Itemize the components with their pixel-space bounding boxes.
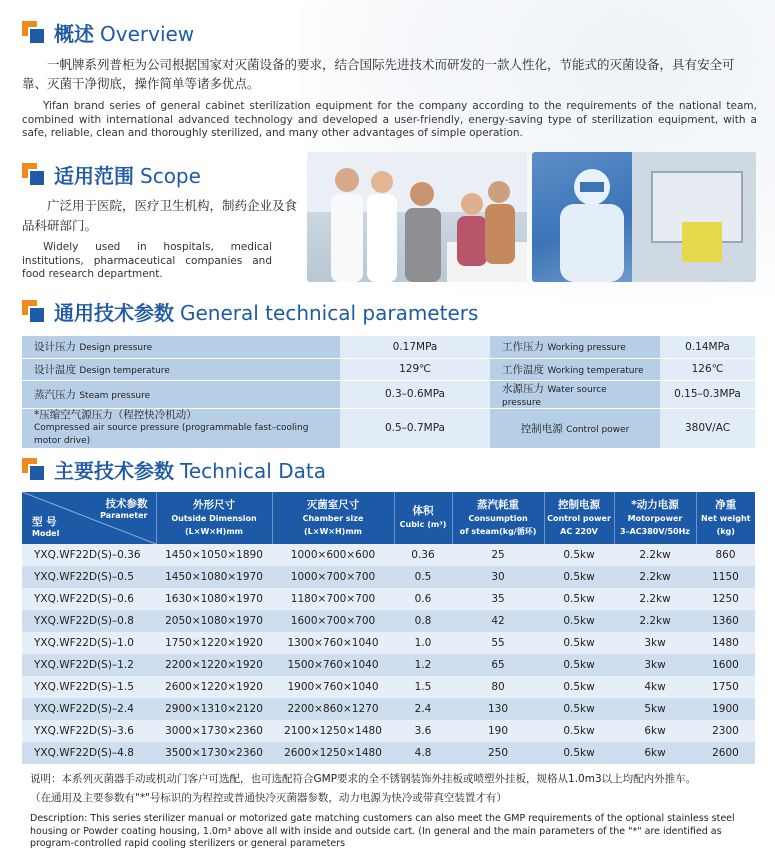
- cell-dim: 2200×1220×1920: [156, 654, 272, 676]
- section-square-icon: [22, 458, 46, 482]
- cell-chamber: 1000×600×600: [272, 544, 394, 566]
- param-value: 0.3–0.6MPa: [340, 380, 490, 408]
- cell-chamber: 1600×700×700: [272, 610, 394, 632]
- motor-power-header: *动力电源 Motorpower 3–AC380V/50Hz: [614, 492, 696, 544]
- volume-header: 体积 Cubic (m³): [394, 492, 452, 544]
- model-parameter-header: [22, 492, 156, 544]
- cell-model: YXQ.WF22D(S)–0.36: [22, 544, 156, 566]
- cell-model: YXQ.WF22D(S)–4.8: [22, 742, 156, 764]
- cell-steam: 42: [452, 610, 544, 632]
- cell-chamber: 2600×1250×1480: [272, 742, 394, 764]
- table-row: [22, 566, 755, 588]
- general-title-cn: 通用技术参数: [54, 301, 174, 325]
- table-row: [22, 380, 755, 408]
- cell-vol: 3.6: [394, 720, 452, 742]
- cell-model: YXQ.WF22D(S)–0.6: [22, 588, 156, 610]
- section-square-icon: [22, 300, 46, 324]
- cell-model: YXQ.WF22D(S)–2.4: [22, 698, 156, 720]
- param-label-en: Design temperature: [79, 365, 170, 376]
- cell-chamber: 1500×760×1040: [272, 654, 394, 676]
- cell-motor: 3kw: [614, 654, 696, 676]
- cell-vol: 1.5: [394, 676, 452, 698]
- table-row: [22, 408, 755, 448]
- cell-vol: 1.2: [394, 654, 452, 676]
- param-label-en: Control power: [566, 424, 630, 435]
- cell-dim: 2050×1080×1970: [156, 610, 272, 632]
- param-value: 0.14MPa: [660, 336, 755, 358]
- overview-text-cn: 一帆牌系列普柜为公司根据国家对灭菌设备的要求，结合国际先进技术而研发的一款人性化，节能式的灭菌设备，具有安全可靠、灭菌干净彻底，操作简单等诸多优点。: [22, 57, 735, 91]
- cell-ctrl: 0.5kw: [544, 720, 614, 742]
- note-cn-1: 说明：本系列灭菌器手动或机动门客户可选配，也可选配符合GMP要求的全不锈钢装饰外挂板或喷塑外挂板，规格从1.0m3以上均配内外推车。: [30, 773, 697, 785]
- cell-steam: 35: [452, 588, 544, 610]
- cell-motor: 4kw: [614, 676, 696, 698]
- doctors-photo: [307, 152, 527, 282]
- param-header-cn: 技术参数: [105, 498, 148, 510]
- dimension-header: 外形尺寸 Outside Dimension (L×W×H)mm: [156, 492, 272, 544]
- cell-steam: 250: [452, 742, 544, 764]
- table-row: [22, 358, 755, 380]
- cell-vol: 0.36: [394, 544, 452, 566]
- general-title-en: General technical parameters: [180, 301, 479, 325]
- param-label-cn: 设计压力: [34, 341, 76, 354]
- table-row: [22, 544, 755, 566]
- overview-heading: [22, 18, 194, 47]
- cell-steam: 65: [452, 654, 544, 676]
- param-label-cn: 控制电源: [520, 422, 563, 435]
- cell-weight: 1900: [696, 698, 755, 720]
- cell-dim: 2900×1310×2120: [156, 698, 272, 720]
- param-label-en: Compressed air source pressure (programmable fast–cooling motor drive): [34, 422, 309, 446]
- table-row: [22, 720, 755, 742]
- cell-ctrl: 0.5kw: [544, 676, 614, 698]
- scope-title-cn: 适用范围: [54, 164, 134, 188]
- cell-motor: 2.2kw: [614, 544, 696, 566]
- technical-title-cn: 主要技术参数: [54, 459, 174, 483]
- cell-model: YXQ.WF22D(S)–1.2: [22, 654, 156, 676]
- cell-model: YXQ.WF22D(S)–3.6: [22, 720, 156, 742]
- cell-steam: 190: [452, 720, 544, 742]
- overview-title-cn: 概述: [54, 22, 94, 46]
- cell-model: YXQ.WF22D(S)–1.5: [22, 676, 156, 698]
- laboratory-photo: [532, 152, 756, 282]
- param-value: 0.15–0.3MPa: [660, 380, 755, 408]
- note-en: Description: This series sterilizer manual or motorized gate matching customers can also meet the GMP requirements of the optional stainless steel housing or Powder coating housing, 1.0m³ above all with inside and outside cart. (In general and the main parameters of the "*" are identified as program-controlled rapid cooling sterilizers or general parameters: [30, 813, 735, 849]
- cell-ctrl: 0.5kw: [544, 632, 614, 654]
- cell-weight: 1480: [696, 632, 755, 654]
- technical-title-en: Technical Data: [180, 459, 326, 483]
- cell-ctrl: 0.5kw: [544, 654, 614, 676]
- cell-motor: 6kw: [614, 720, 696, 742]
- table-row: [22, 610, 755, 632]
- cell-motor: 5kw: [614, 698, 696, 720]
- cell-dim: 1450×1080×1970: [156, 566, 272, 588]
- cell-vol: 0.8: [394, 610, 452, 632]
- cell-weight: 860: [696, 544, 755, 566]
- technical-table-body: [22, 544, 755, 764]
- param-header-en: Parameter: [100, 511, 148, 520]
- param-value: 129℃: [340, 358, 490, 380]
- cell-weight: 1250: [696, 588, 755, 610]
- cell-weight: 2600: [696, 742, 755, 764]
- overview-text-en: Yifan brand series of general cabinet sterilization equipment for the company according to the requirements of the national team, combined with international advanced technology and developed a user-friendly, energy-saving type of sterilization equipment, with a safe, reliable, clean and thoroughly sterilized, and many other advantages of simple operation.: [22, 100, 757, 139]
- model-header-en: Model: [32, 529, 60, 538]
- scope-text-en: Widely used in hospitals, medical institutions, pharmaceutical companies and food research department.: [22, 241, 272, 280]
- cell-model: YXQ.WF22D(S)–1.0: [22, 632, 156, 654]
- cell-weight: 1600: [696, 654, 755, 676]
- cell-vol: 2.4: [394, 698, 452, 720]
- cell-chamber: 2100×1250×1480: [272, 720, 394, 742]
- cell-chamber: 2200×860×1270: [272, 698, 394, 720]
- weight-header: 净重 Net weight (kg): [696, 492, 755, 544]
- cell-vol: 1.0: [394, 632, 452, 654]
- technical-heading: [22, 455, 326, 484]
- param-label-cn: 蒸汽压力: [34, 388, 76, 401]
- cell-motor: 3kw: [614, 632, 696, 654]
- param-label-en: Working temperature: [547, 365, 644, 376]
- cell-steam: 30: [452, 566, 544, 588]
- cell-weight: 2300: [696, 720, 755, 742]
- general-heading: [22, 297, 478, 326]
- cell-dim: 1630×1080×1970: [156, 588, 272, 610]
- model-header-cn: 型 号: [32, 516, 57, 528]
- table-row: [22, 676, 755, 698]
- param-label-cn: *压缩空气源压力（程控快冷机动）: [34, 408, 197, 421]
- scope-title-en: Scope: [140, 164, 201, 188]
- cell-ctrl: 0.5kw: [544, 566, 614, 588]
- cell-chamber: 1000×700×700: [272, 566, 394, 588]
- param-value: 0.17MPa: [340, 336, 490, 358]
- cell-dim: 1750×1220×1920: [156, 632, 272, 654]
- note-cn-2: （在通用及主要参数有"*"号标识的为程控或普通快冷灭菌器参数，动力电源为快冷或带真空装置才有）: [30, 792, 507, 804]
- table-row: [22, 654, 755, 676]
- cell-ctrl: 0.5kw: [544, 698, 614, 720]
- param-label-en: Working pressure: [547, 343, 626, 354]
- control-power-header: 控制电源 Control power AC 220V: [544, 492, 614, 544]
- table-row: [22, 336, 755, 358]
- cell-dim: 2600×1220×1920: [156, 676, 272, 698]
- param-label-cn: 设计温度: [34, 363, 76, 376]
- cell-vol: 0.6: [394, 588, 452, 610]
- cell-model: YXQ.WF22D(S)–0.8: [22, 610, 156, 632]
- cell-chamber: 1900×760×1040: [272, 676, 394, 698]
- cell-chamber: 1300×760×1040: [272, 632, 394, 654]
- table-header-row: [22, 492, 755, 544]
- cell-steam: 55: [452, 632, 544, 654]
- section-square-icon: [22, 163, 46, 187]
- general-parameters-table: [22, 336, 755, 449]
- cell-chamber: 1180×700×700: [272, 588, 394, 610]
- overview-title-en: Overview: [100, 22, 195, 46]
- cell-steam: 130: [452, 698, 544, 720]
- cell-steam: 80: [452, 676, 544, 698]
- table-row: [22, 632, 755, 654]
- cell-motor: 2.2kw: [614, 610, 696, 632]
- cell-vol: 4.8: [394, 742, 452, 764]
- section-square-icon: [22, 21, 46, 45]
- cell-dim: 1450×1050×1890: [156, 544, 272, 566]
- param-label-cn: 工作温度: [502, 363, 544, 376]
- technical-data-table: [22, 492, 755, 764]
- param-label-en: Steam pressure: [79, 390, 151, 401]
- cell-motor: 6kw: [614, 742, 696, 764]
- cell-ctrl: 0.5kw: [544, 544, 614, 566]
- chamber-header: 灭菌室尺寸 Chamber size (L×W×H)mm: [272, 492, 394, 544]
- cell-weight: 1150: [696, 566, 755, 588]
- cell-ctrl: 0.5kw: [544, 742, 614, 764]
- cell-motor: 2.2kw: [614, 566, 696, 588]
- scope-heading: [22, 160, 201, 189]
- param-value: 126℃: [660, 358, 755, 380]
- table-row: [22, 742, 755, 764]
- param-value: 0.5–0.7MPa: [340, 408, 490, 448]
- cell-weight: 1750: [696, 676, 755, 698]
- param-label-en: Design pressure: [79, 343, 153, 354]
- param-value: 380V/AC: [660, 408, 755, 448]
- param-label-cn: 工作压力: [502, 341, 544, 354]
- cell-weight: 1360: [696, 610, 755, 632]
- cell-dim: 3500×1730×2360: [156, 742, 272, 764]
- cell-model: YXQ.WF22D(S)–0.5: [22, 566, 156, 588]
- steam-header: 蒸汽耗重 Consumption of steam(kg/循环): [452, 492, 544, 544]
- table-row: [22, 698, 755, 720]
- scope-text-cn: 广泛用于医院，医疗卫生机构，制药企业及食品科研部门。: [22, 198, 298, 233]
- table-row: [22, 588, 755, 610]
- cell-ctrl: 0.5kw: [544, 610, 614, 632]
- cell-motor: 2.2kw: [614, 588, 696, 610]
- cell-vol: 0.5: [394, 566, 452, 588]
- cell-steam: 25: [452, 544, 544, 566]
- param-label-cn: 水源压力: [502, 382, 544, 395]
- param-label-en: Water source pressure: [502, 384, 607, 408]
- cell-ctrl: 0.5kw: [544, 588, 614, 610]
- cell-dim: 3000×1730×2360: [156, 720, 272, 742]
